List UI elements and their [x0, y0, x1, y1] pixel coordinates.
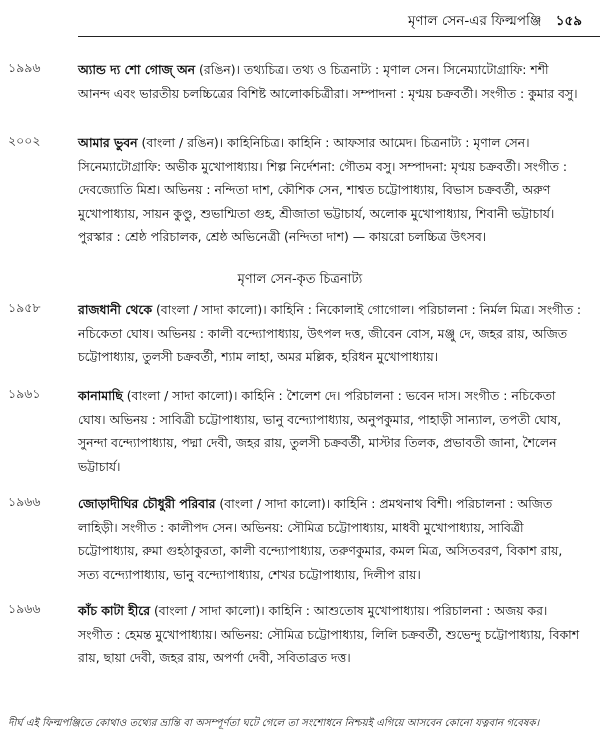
- entry-text: [78, 492, 584, 586]
- entry-title: অ্যান্ড দ্য শো গোজ্‌ অন: [78, 62, 196, 77]
- entry-year: ১৯৯৬: [8, 60, 41, 75]
- entry-title: জোড়াদীঘির চৌধুরী পরিবার: [78, 496, 216, 511]
- entry-text: [78, 599, 584, 670]
- running-title: মৃণাল সেন-এর ফিল্মপঞ্জি: [407, 13, 542, 29]
- entry-year: ১৯৬১: [8, 386, 41, 401]
- entry-details: (রঙিন)। তথ্যচিত্র। তথ্য ও চিত্রনাট্য : মৃণাল সেন। সিনেম্যাটোগ্রাফি: শশী আনন্দ এবং ভারতীয় চলচ্চিত্রের বিশিষ্ট আলোকচিত্রীরা। সম্পাদনা : মৃণ্ময় চক্রবর্তী। সংগীত : কুমার বসু।: [78, 62, 578, 101]
- entry-title: আমার ভুবন: [78, 135, 138, 150]
- entry-text: [78, 58, 584, 105]
- entry-title: কাঁচ কাটা হীরে: [78, 603, 151, 618]
- page-number: ১৫৯: [555, 13, 582, 29]
- entry-year: ১৯৬৬: [8, 494, 41, 509]
- entry-details: (বাংলা / রঙিন)। কাহিনিচিত্র। কাহিনি : আফসার আমেদ। চিত্রনাট্য : মৃণাল সেন। সিনেম্যাটোগ্রাফি: অভীক মুখোপাধ্যায়। শিল্প নির্দেশনা: গৌতম বসু। সম্পাদনা: মৃণ্ময় চক্রবর্তী। সংগীত : দেবজ্যোতি মিশ্র। অভিনয় : নন্দিতা দাশ, কৌশিক সেন, শাশ্বত চট্টোপাধ্যায়, বিভাস চক্রবর্তী, অরুণ মুখোপাধ্যায়, সায়ন কুণ্ডু, শুভাশ্মিতা গুহ, শ্রীজাতা ভট্টাচার্য, অলোক মুখোপাধ্যায়, শিবানী ভট্টাচার্য। পুরস্কার : শ্রেষ্ঠ পরিচালক, শ্রেষ্ঠ অভিনেত্রী (নন্দিতা দাশ) — কায়রো চলচ্চিত্র উৎসব।: [78, 135, 568, 244]
- entry-details: (বাংলা / সাদা কালো)। কাহিনি : আশুতোষ মুখোপাধ্যায়। পরিচালনা : অজয় কর। সংগীত : হেমন্ত মুখোপাধ্যায়। অভিনয়: সৌমিত্র চট্টোপাধ্যায়, লিলি চক্রবর্তী, শুভেন্দু চট্টোপাধ্যায়, বিকাশ রায়, ছায়া দেবী, জহর রায়, অপর্ণা দেবী, সবিতাব্রত দত্ত।: [78, 603, 580, 665]
- footnote: দীর্ঘ এই ফিল্মপঞ্জিতে কোথাও তথ্যের ভ্রান্তি বা অসম্পূর্ণতা ঘটে গেলে তা সংশোধনে নিশ্চয়ই এগিয়ে আসবেন কোনো যত্নবান গবেষক।: [8, 718, 540, 729]
- entry-title: কানামাছি: [78, 388, 123, 403]
- entry-text: [78, 384, 584, 478]
- entry-year: ২০০২: [8, 133, 41, 148]
- entry-details: (বাংলা / সাদা কালো)। কাহিনি : নিকোলাই গোগোল। পরিচালনা : নির্মল মিত্র। সংগীত : নচিকেতা ঘোষ। অভিনয় : কালী বন্দ্যোপাধ্যায়, উৎপল দত্ত, জীবেন বোস, মঞ্জু দে, জহর রায়, অজিত চট্টোপাধ্যায়, তুলসী চক্রবর্তী, শ্যাম লাহা, অমর মল্লিক, হরিধন মুখোপাধ্যায়।: [78, 302, 582, 364]
- entry-details: (বাংলা / সাদা কালো)। কাহিনি : প্রমথনাথ বিশী। পরিচালনা : অজিত লাহিড়ী। সংগীত : কালীপদ সেন। অভিনয়: সৌমিত্র চট্টোপাধ্যায়, মাধবী মুখোপাধ্যায়, সাবিত্রী চট্টোপাধ্যায়, রুমা গুহঠাকুরতা, কালী বন্দ্যোপাধ্যায়, তরুণকুমার, কমল মিত্র, অসিতবরণ, বিকাশ রায়, সত্য বন্দ্যোপাধ্যায়, ভানু বন্দ্যোপাধ্যায়, শেখর চট্টোপাধ্যায়, দিলীপ রায়।: [78, 496, 563, 582]
- header-rule: [78, 36, 600, 37]
- entry-text: [78, 131, 584, 249]
- entry-details: (বাংলা / সাদা কালো)। কাহিনি : শৈলেশ দে। পরিচালনা : ভবেন দাস। সংগীত : নচিকেতা ঘোষ। অভিনয় : সাবিত্রী চট্টোপাধ্যায়, ভানু বন্দ্যোপাধ্যায়, অনুপকুমার, পাহাড়ী সান্যাল, তপতী ঘোষ, সুনন্দা বন্দ্যোপাধ্যায়, পদ্মা দেবী, জহর রায়, তুলসী চক্রবর্তী, মাস্টার তিলক, প্রভাবতী জানা, শৈলেন ভট্টাচার্য।: [78, 388, 562, 474]
- running-header: [408, 10, 582, 33]
- entry-text: [78, 298, 584, 369]
- entry-year: ১৯৬৬: [8, 601, 41, 616]
- entry-year: ১৯৫৮: [8, 300, 41, 315]
- entry-title: রাজধানী থেকে: [78, 302, 152, 317]
- section-title: মৃণাল সেন-কৃত চিত্রনাট্য: [237, 272, 363, 287]
